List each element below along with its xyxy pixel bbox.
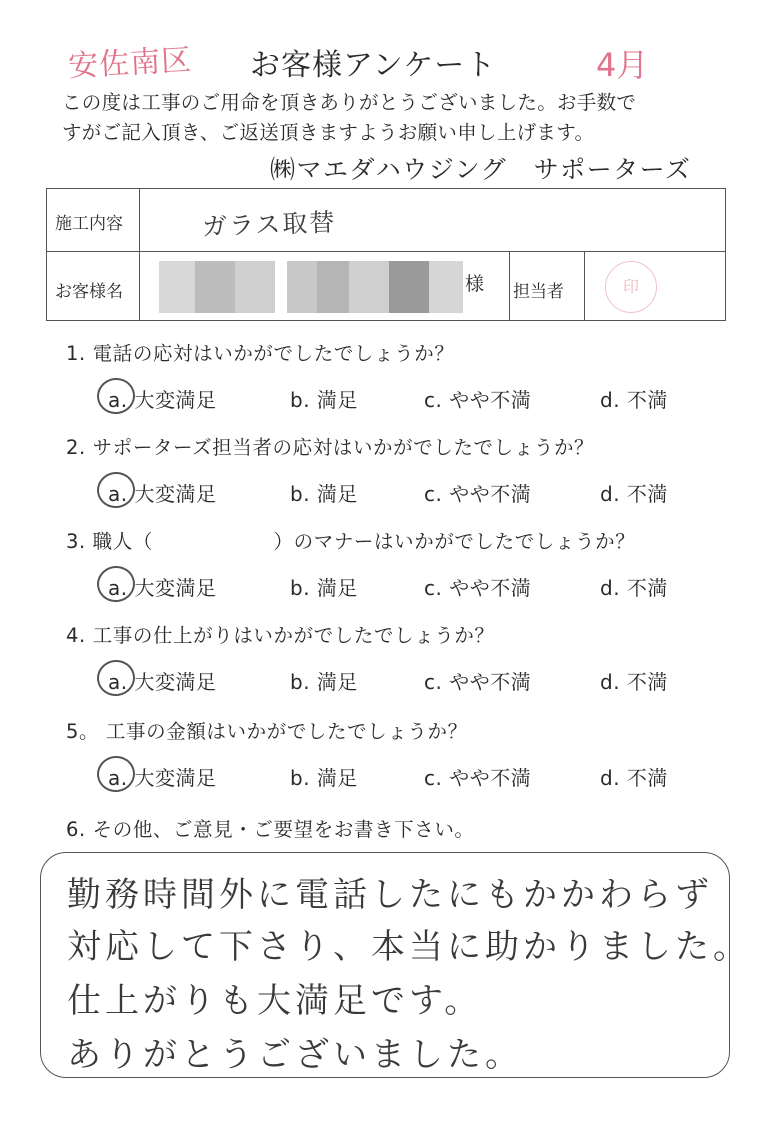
question-4 (66, 620, 495, 648)
q4-option-d[interactable]: d. 不満 (600, 670, 668, 694)
q5-option-d[interactable]: d. 不満 (600, 766, 668, 790)
comment-line-3: 仕上がりも大満足です。 (67, 981, 483, 1021)
question-number: 1. (66, 342, 86, 365)
table-col-divider (584, 251, 585, 320)
intro-line-2: すがご記入頂き、ご返送頂きますようお願い申し上げます。 (62, 121, 595, 144)
customer-label: お客様名 (55, 282, 123, 302)
question-text: その他、ご意見・ご要望をお書き下さい。 (92, 818, 475, 841)
question-1 (66, 338, 454, 366)
q1-option-a[interactable]: a. 大変満足 (108, 388, 217, 412)
q4-option-a[interactable]: a. 大変満足 (108, 670, 217, 694)
q2-option-c[interactable]: c. やや不満 (424, 482, 532, 506)
company-name: ㈱マエダハウジング サポーターズ (270, 155, 692, 184)
question-number: 6. (66, 818, 86, 841)
work-value: ガラス取替 (201, 207, 337, 242)
table-col-divider (139, 189, 140, 320)
question-number: 4. (66, 624, 86, 647)
q5-option-b[interactable]: b. 満足 (290, 766, 358, 790)
staff-seal-stamp: 印 (605, 261, 657, 313)
intro-line-1: この度は工事のご用命を頂きありがとうございました。お手数で (62, 91, 637, 114)
comment-question (66, 814, 475, 842)
question-text: サポーターズ担当者の応対はいかがでしたでしょうか？ (92, 436, 595, 459)
survey-title: お客様アンケート (250, 48, 497, 83)
question-5 (66, 716, 468, 744)
intro-text (62, 88, 722, 148)
comment-line-4: ありがとうございました。 (67, 1035, 523, 1075)
q3-option-a[interactable]: a. 大変満足 (108, 576, 217, 600)
q1-option-c[interactable]: c. やや不満 (424, 388, 532, 412)
area-handwritten: 安佐南区 (67, 42, 194, 85)
question-text: 工事の金額はいかがでしたでしょうか？ (105, 720, 468, 743)
comment-line-2: 対応して下さり、本当に助かりました。 (67, 927, 751, 967)
q2-option-a[interactable]: a. 大変満足 (108, 482, 217, 506)
work-label: 施工内容 (55, 214, 123, 234)
q2-option-d[interactable]: d. 不満 (600, 482, 668, 506)
question-text: 職人（ ）のマナーはいかがでしたでしょうか？ (92, 530, 636, 553)
question-number: 2. (66, 436, 86, 459)
q4-option-c[interactable]: c. やや不満 (424, 670, 532, 694)
q1-option-b[interactable]: b. 満足 (290, 388, 358, 412)
staff-label: 担当者 (513, 282, 564, 302)
question-3 (66, 526, 635, 554)
q5-option-a[interactable]: a. 大変満足 (108, 766, 217, 790)
table-row-divider (47, 251, 725, 252)
question-number: 3. (66, 530, 86, 553)
q2-option-b[interactable]: b. 満足 (290, 482, 358, 506)
info-table (46, 188, 726, 321)
q3-option-b[interactable]: b. 満足 (290, 576, 358, 600)
honorific-sama: 様 (465, 273, 485, 295)
question-text: 電話の応対はいかがでしたでしょうか？ (92, 342, 455, 365)
comment-box[interactable] (40, 852, 751, 1078)
table-col-divider (509, 251, 510, 320)
q5-option-c[interactable]: c. やや不満 (424, 766, 532, 790)
question-2 (66, 432, 594, 460)
month-handwritten: 4月 (596, 46, 649, 84)
question-number: 5。 (66, 720, 100, 743)
q1-option-d[interactable]: d. 不満 (600, 388, 668, 412)
comment-line-1: 勤務時間外に電話したにもかかわらず (67, 875, 713, 915)
q4-option-b[interactable]: b. 満足 (290, 670, 358, 694)
q3-option-d[interactable]: d. 不満 (600, 576, 668, 600)
q3-option-c[interactable]: c. やや不満 (424, 576, 532, 600)
question-text: 工事の仕上がりはいかがでしたでしょうか？ (92, 624, 495, 647)
